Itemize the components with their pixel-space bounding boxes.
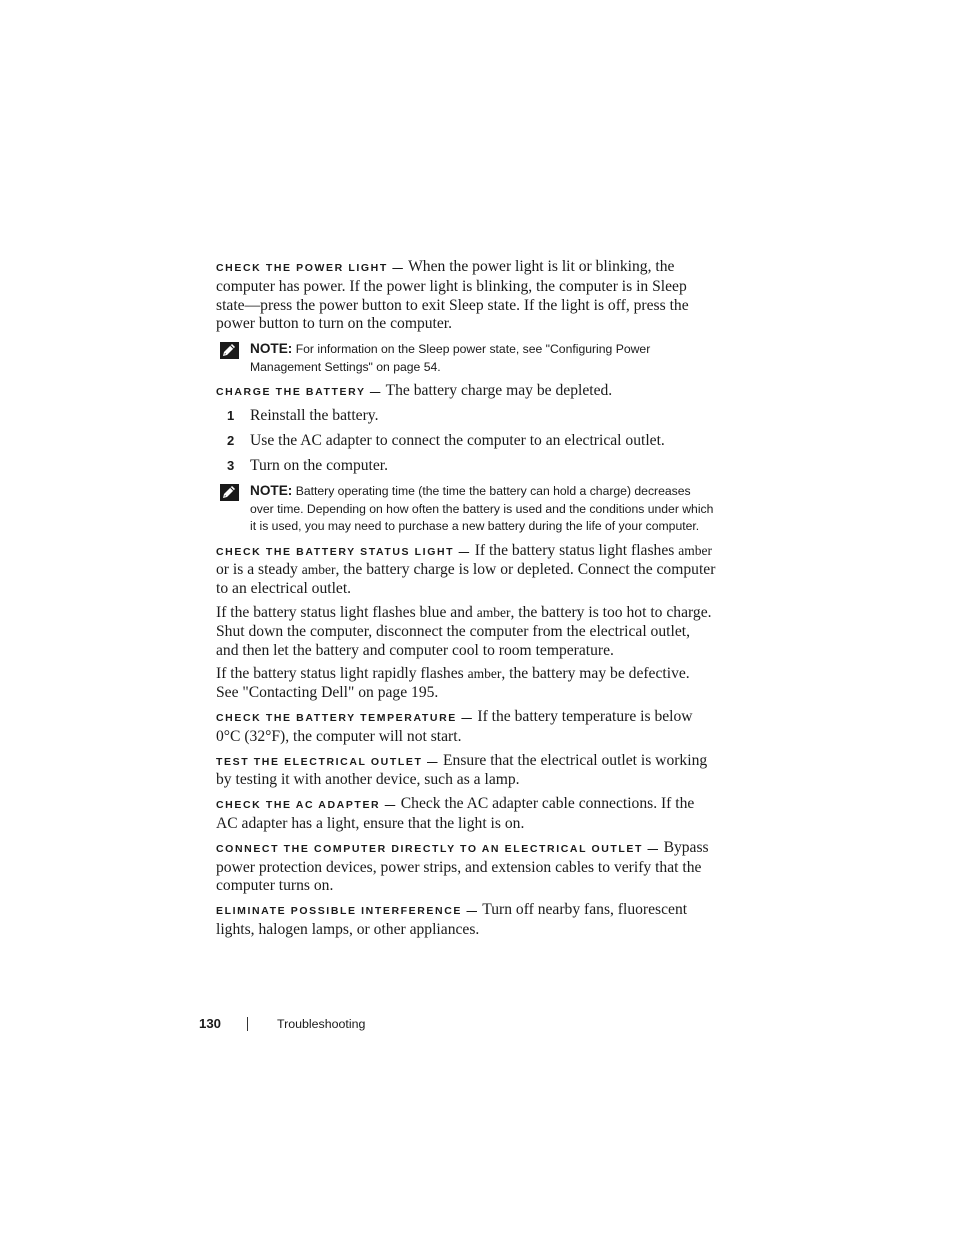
paragraph-text: Ensure that the electrical outlet is working by testing it with another device, such as a lamp. [216, 751, 708, 789]
section-heading: CHECK THE BATTERY TEMPERATURE — [216, 711, 474, 724]
note-sleep-state [216, 340, 716, 376]
amber-text: amber [301, 562, 336, 578]
page-content [216, 258, 716, 945]
paragraph-text: If the battery status light flashes [474, 541, 675, 559]
pencil-note-icon [220, 484, 239, 501]
paragraph-text: Check the AC adapter cable connections. If the AC adapter has a light, ensure that the light is on. [216, 795, 695, 832]
page-number: 130 [199, 1016, 222, 1031]
note-text: Battery operating time (the time the battery can hold a charge) decreases over time. Depending on how often the battery is used and the conditions under which it is used, you may need to purchase a new battery during the life of your computer. [250, 484, 714, 534]
charge-battery-paragraph [216, 382, 716, 402]
step-number: 3 [227, 458, 235, 474]
list-item [216, 457, 716, 476]
battery-hot-paragraph [216, 604, 716, 660]
step-text: Reinstall the battery. [250, 406, 379, 424]
outlet-paragraph [216, 752, 716, 791]
paragraph-text: , the battery charge is low or depleted. Connect the computer to an electrical outlet. [216, 561, 716, 598]
paragraph-text: or is a steady [216, 561, 298, 579]
paragraph-text: When the power light is lit or blinking, the computer has power. If the power light is blinking, the computer is in Sleep state—press the power button to exit Sleep state. If the light is off, press the power button to turn on the computer. [216, 258, 689, 333]
step-number: 1 [227, 407, 235, 423]
adapter-paragraph [216, 795, 716, 834]
footer-section-title: Troubleshooting [277, 1017, 366, 1031]
amber-text: amber [678, 542, 712, 558]
note-text: For information on the Sleep power state, see "Configuring Power Management Settings" on page 54. [250, 342, 651, 374]
step-text: Use the AC adapter to connect the computer to an electrical outlet. [250, 431, 665, 449]
step-number: 2 [227, 432, 235, 448]
amber-text: amber [467, 666, 502, 682]
steps-list [216, 407, 716, 476]
paragraph-text: , the battery is too hot to charge. Shut down the computer, disconnect the computer from the electrical outlet, and then let the battery and computer cool to room temperature. [216, 603, 712, 659]
paragraph-text: If the battery temperature is below 0°C (32°F), the computer will not start. [216, 707, 693, 745]
paragraph-text: Turn off nearby fans, fluorescent lights, halogen lamps, or other appliances. [216, 901, 688, 938]
list-item [216, 432, 716, 451]
pencil-note-icon [220, 342, 239, 359]
paragraph-text: The battery charge may be depleted. [385, 382, 613, 399]
paragraph-text: If the battery status light flashes blue and [216, 603, 473, 621]
interference-paragraph [216, 901, 716, 940]
section-heading: CONNECT THE COMPUTER DIRECTLY TO AN ELECTRICAL OUTLET — [216, 842, 660, 855]
note-battery-time [216, 482, 716, 535]
section-heading: CHECK THE AC ADAPTER — [216, 799, 397, 812]
paragraph-text: , the battery may be defective. See "Contacting Dell" on page 195. [216, 665, 690, 702]
section-heading: CHECK THE BATTERY STATUS LIGHT — [216, 545, 471, 558]
note-label: NOTE: [250, 483, 293, 499]
paragraph-text: If the battery status light rapidly flashes [216, 665, 464, 683]
power-light-paragraph [216, 258, 716, 334]
amber-text: amber [476, 604, 511, 620]
list-item [216, 407, 716, 426]
step-text: Turn on the computer. [250, 457, 389, 475]
note-label: NOTE: [250, 341, 293, 357]
temperature-paragraph [216, 708, 716, 747]
section-heading: TEST THE ELECTRICAL OUTLET — [216, 755, 440, 768]
footer-divider [247, 1017, 248, 1031]
section-heading: CHECK THE POWER LIGHT — [216, 262, 405, 274]
section-heading: ELIMINATE POSSIBLE INTERFERENCE — [216, 905, 479, 918]
status-light-paragraph [216, 542, 716, 599]
paragraph-text: Bypass power protection devices, power strips, and extension cables to verify that the computer turns on. [216, 838, 709, 895]
battery-defective-paragraph [216, 665, 716, 703]
direct-outlet-paragraph [216, 839, 716, 896]
section-heading: CHARGE THE BATTERY — [216, 386, 382, 398]
